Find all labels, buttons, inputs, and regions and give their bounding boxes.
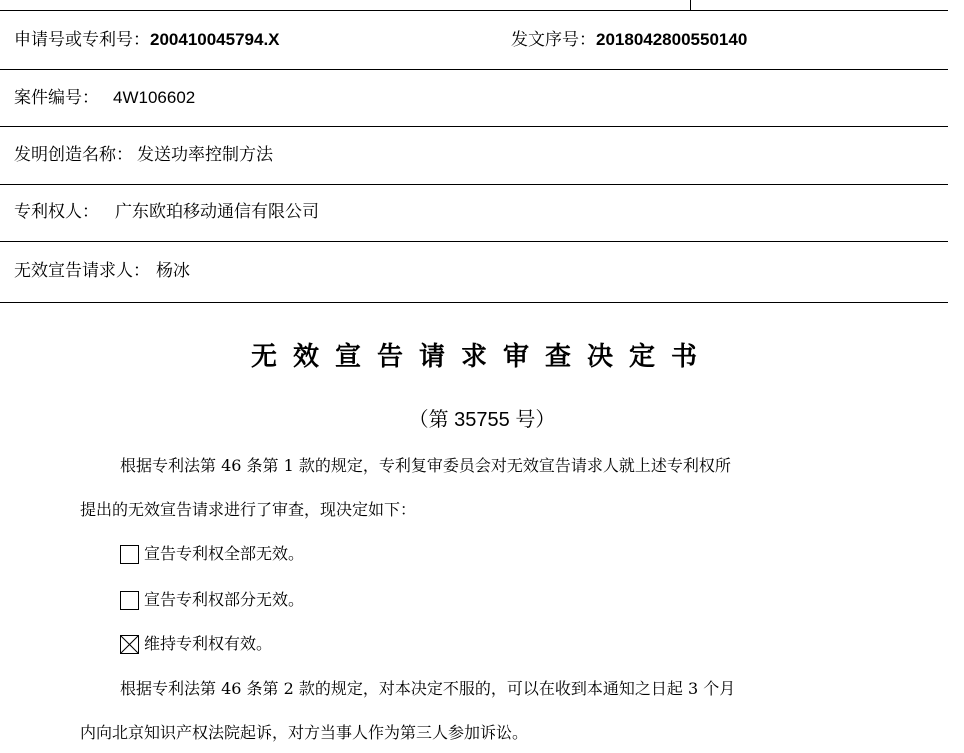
- paragraph-2-line-1: 根据专利法第 46 条第 2 款的规定，对本决定不服的，可以在收到本通知之日起 3 个月: [120, 679, 736, 698]
- case-number-label: 案件编号：: [14, 88, 99, 108]
- option-maintain-valid: [120, 633, 272, 655]
- header-rule-top: [0, 10, 948, 11]
- invention-name-field: [14, 144, 273, 166]
- requester-field: [14, 260, 190, 282]
- option-invalidate-all-label: 宣告专利权全部无效。: [144, 544, 305, 563]
- invention-name-value: 发送功率控制方法: [137, 145, 273, 165]
- paragraph-1-line-1: 根据专利法第 46 条第 1 款的规定，专利复审委员会对无效宣告请求人就上述专利权所: [120, 456, 731, 475]
- application-number-field: [14, 29, 280, 51]
- document-title: 无效宣告请求审查决定书: [250, 342, 713, 372]
- header-rule-2: [0, 126, 948, 127]
- header-rule-1: [0, 69, 948, 70]
- option-invalidate-partial-checkbox: [120, 591, 139, 610]
- patentee-field: [14, 201, 319, 223]
- serial-number-value: 2018042800550140: [596, 30, 748, 49]
- option-invalidate-all: [120, 543, 304, 565]
- option-maintain-valid-checkbox: [120, 635, 139, 654]
- option-invalidate-partial-label: 宣告专利权部分无效。: [144, 590, 305, 609]
- document-number: （第 35755 号）: [408, 409, 556, 431]
- option-invalidate-all-checkbox: [120, 545, 139, 564]
- paragraph-1-line-2: 提出的无效宣告请求进行了审查，现决定如下：: [80, 500, 417, 519]
- paragraph-2-line-2: 内向北京知识产权法院起诉，对方当事人作为第三人参加诉讼。: [80, 723, 529, 742]
- header-rule-4: [0, 241, 948, 242]
- header-rule-5: [0, 302, 948, 303]
- option-maintain-valid-label: 维持专利权有效。: [144, 634, 273, 653]
- header-rule-3: [0, 184, 948, 185]
- header-column-divider: [690, 0, 691, 10]
- patentee-value: 广东欧珀移动通信有限公司: [115, 202, 319, 222]
- serial-number-field: [511, 29, 747, 51]
- case-number-field: [14, 87, 195, 109]
- option-invalidate-partial: [120, 589, 304, 611]
- case-number-value: 4W106602: [113, 88, 196, 107]
- checked-x-icon: [121, 636, 138, 653]
- requester-value: 杨冰: [156, 261, 190, 281]
- requester-label: 无效宣告请求人：: [14, 261, 150, 281]
- invention-name-label: 发明创造名称：: [14, 145, 133, 165]
- patentee-label: 专利权人：: [14, 202, 99, 222]
- serial-number-label: 发文序号：: [511, 30, 596, 50]
- application-number-label: 申请号或专利号：: [14, 30, 150, 50]
- application-number-value: 200410045794.X: [150, 30, 280, 49]
